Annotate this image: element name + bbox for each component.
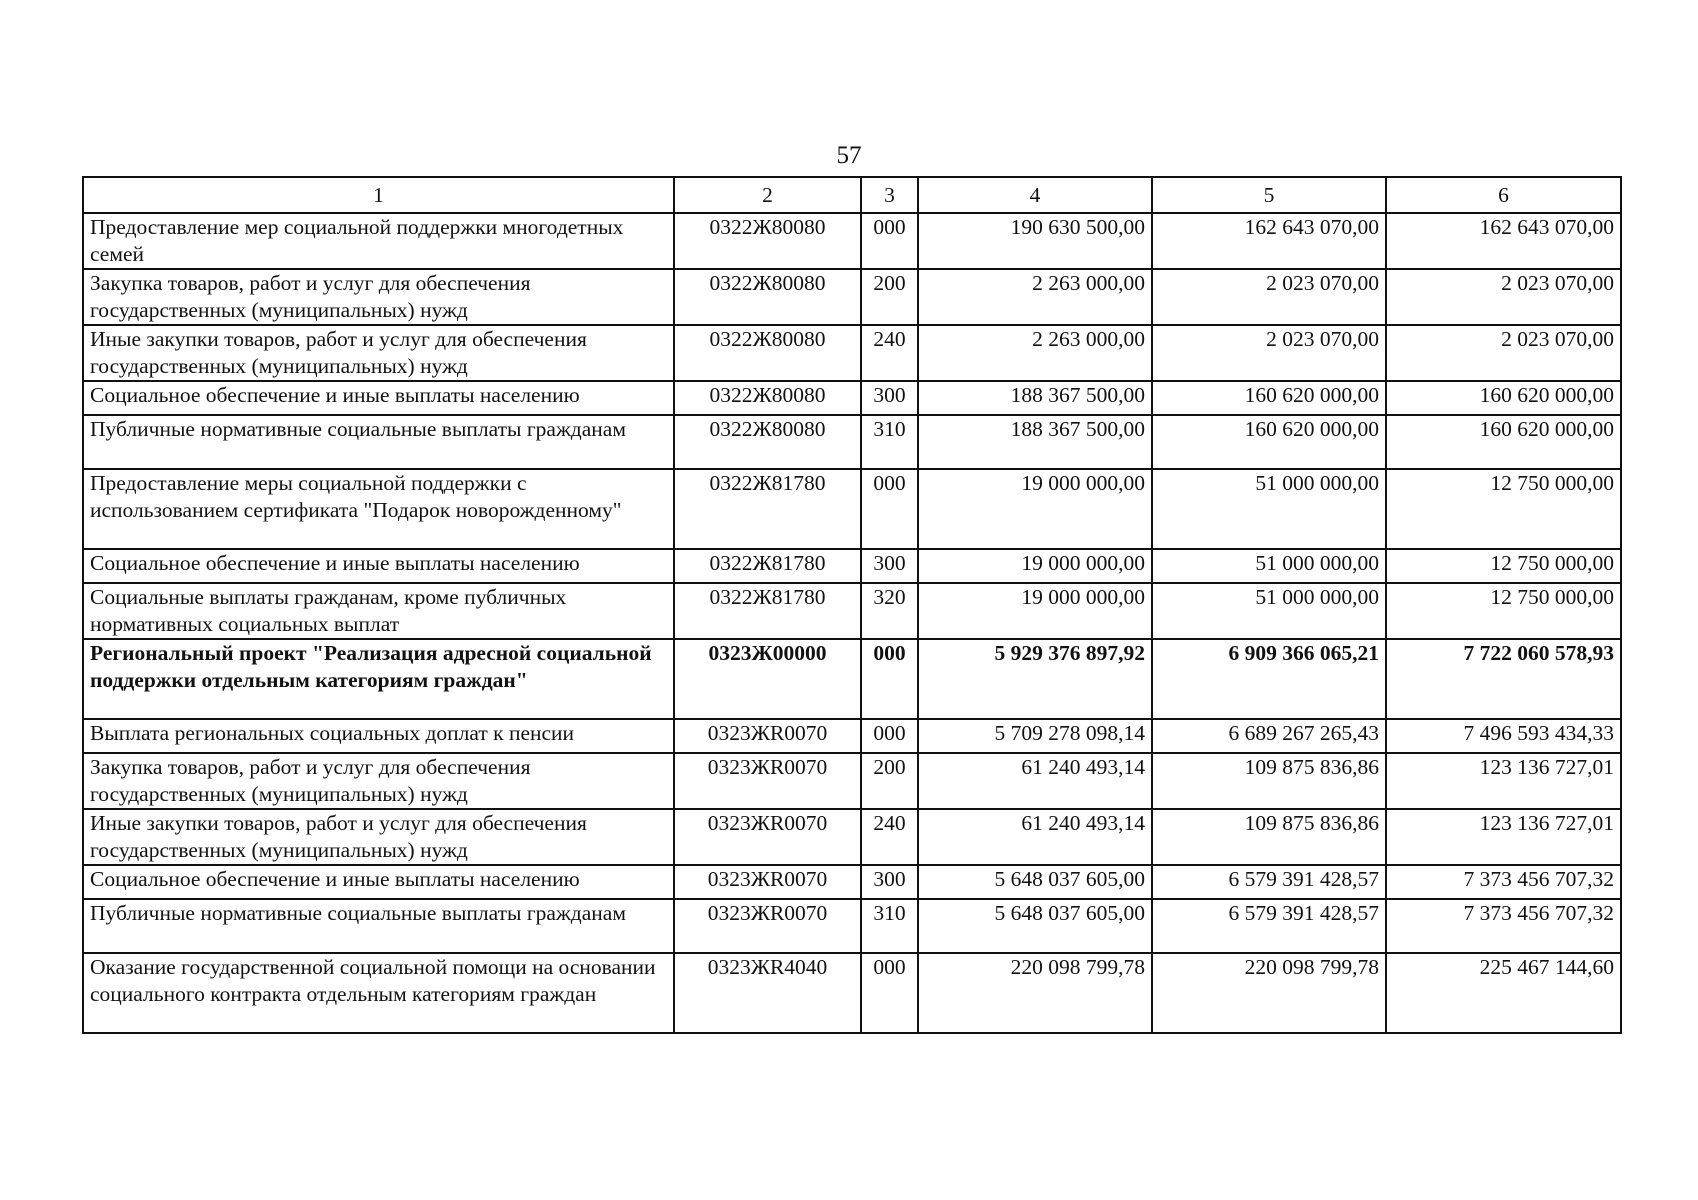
table-row: [83, 415, 1621, 469]
page-number: 57: [836, 142, 862, 169]
row-amount-col5: 109 875 836,86: [1152, 809, 1386, 865]
header-cell: 5: [1152, 177, 1386, 213]
table-row: [83, 469, 1621, 549]
row-name-cell: Иные закупки товаров, работ и услуг для обеспечения государственных (муниципальных) нужд: [83, 809, 674, 865]
row-code-cell: 0322Ж81780: [674, 583, 861, 639]
row-code-cell: 0323ЖR4040: [674, 953, 861, 1033]
row-code-cell: 0323ЖR0070: [674, 865, 861, 899]
row-amount-col6: 12 750 000,00: [1386, 549, 1621, 583]
table-row: [83, 753, 1621, 809]
table-row: [83, 325, 1621, 381]
row-code-cell: 0322Ж80080: [674, 415, 861, 469]
row-code-cell: 0322Ж81780: [674, 469, 861, 549]
row-code-cell: 0323ЖR0070: [674, 753, 861, 809]
row-name-cell: Закупка товаров, работ и услуг для обеспечения государственных (муниципальных) нужд: [83, 269, 674, 325]
header-cell: 2: [674, 177, 861, 213]
row-type-cell: 300: [861, 865, 918, 899]
row-name-cell: Региональный проект "Реализация адресной социальной поддержки отдельным категориям граждан": [83, 639, 674, 719]
header-cell: 4: [918, 177, 1152, 213]
row-code-cell: 0323ЖR0070: [674, 719, 861, 753]
table-row: [83, 719, 1621, 753]
header-cell: 3: [861, 177, 918, 213]
row-amount-col6: 2 023 070,00: [1386, 325, 1621, 381]
row-code-cell: 0323Ж00000: [674, 639, 861, 719]
row-code-cell: 0323ЖR0070: [674, 809, 861, 865]
row-code-cell: 0323ЖR0070: [674, 899, 861, 953]
row-type-cell: 200: [861, 269, 918, 325]
row-amount-col5: 51 000 000,00: [1152, 583, 1386, 639]
row-type-cell: 320: [861, 583, 918, 639]
row-amount-col4: 5 648 037 605,00: [918, 865, 1152, 899]
header-row: [83, 177, 1621, 213]
row-amount-col4: 188 367 500,00: [918, 415, 1152, 469]
row-amount-col5: 51 000 000,00: [1152, 549, 1386, 583]
row-name-cell: Социальные выплаты гражданам, кроме публичных нормативных социальных выплат: [83, 583, 674, 639]
row-amount-col6: 7 373 456 707,32: [1386, 899, 1621, 953]
row-amount-col6: 225 467 144,60: [1386, 953, 1621, 1033]
row-amount-col6: 7 722 060 578,93: [1386, 639, 1621, 719]
row-amount-col4: 188 367 500,00: [918, 381, 1152, 415]
row-name-cell: Предоставление меры социальной поддержки с использованием сертификата "Подарок новорожденному": [83, 469, 674, 549]
row-type-cell: 000: [861, 719, 918, 753]
table-row: [83, 639, 1621, 719]
row-amount-col4: 5 929 376 897,92: [918, 639, 1152, 719]
row-name-cell: Оказание государственной социальной помощи на основании социального контракта отдельным категориям граждан: [83, 953, 674, 1033]
row-amount-col6: 162 643 070,00: [1386, 213, 1621, 269]
row-amount-col4: 220 098 799,78: [918, 953, 1152, 1033]
row-type-cell: 240: [861, 809, 918, 865]
table-row: [83, 809, 1621, 865]
row-amount-col6: 12 750 000,00: [1386, 469, 1621, 549]
row-type-cell: 000: [861, 639, 918, 719]
row-amount-col5: 162 643 070,00: [1152, 213, 1386, 269]
row-code-cell: 0322Ж81780: [674, 549, 861, 583]
row-amount-col5: 109 875 836,86: [1152, 753, 1386, 809]
row-type-cell: 000: [861, 953, 918, 1033]
row-amount-col6: 7 373 456 707,32: [1386, 865, 1621, 899]
table-row: [83, 549, 1621, 583]
row-type-cell: 310: [861, 899, 918, 953]
row-amount-col5: 220 098 799,78: [1152, 953, 1386, 1033]
row-amount-col5: 2 023 070,00: [1152, 269, 1386, 325]
row-amount-col6: 123 136 727,01: [1386, 753, 1621, 809]
row-code-cell: 0322Ж80080: [674, 269, 861, 325]
row-name-cell: Предоставление мер социальной поддержки многодетных семей: [83, 213, 674, 269]
row-amount-col5: 51 000 000,00: [1152, 469, 1386, 549]
row-amount-col6: 123 136 727,01: [1386, 809, 1621, 865]
row-type-cell: 300: [861, 381, 918, 415]
row-amount-col6: 160 620 000,00: [1386, 381, 1621, 415]
row-name-cell: Закупка товаров, работ и услуг для обеспечения государственных (муниципальных) нужд: [83, 753, 674, 809]
row-amount-col4: 19 000 000,00: [918, 583, 1152, 639]
row-amount-col5: 6 579 391 428,57: [1152, 899, 1386, 953]
row-amount-col5: 6 909 366 065,21: [1152, 639, 1386, 719]
table-row: [83, 865, 1621, 899]
row-amount-col5: 160 620 000,00: [1152, 381, 1386, 415]
row-name-cell: Выплата региональных социальных доплат к пенсии: [83, 719, 674, 753]
table-row: [83, 953, 1621, 1033]
table-row: [83, 583, 1621, 639]
budget-table: [82, 176, 1622, 1034]
row-amount-col4: 61 240 493,14: [918, 753, 1152, 809]
row-code-cell: 0322Ж80080: [674, 381, 861, 415]
row-amount-col6: 160 620 000,00: [1386, 415, 1621, 469]
row-type-cell: 310: [861, 415, 918, 469]
row-amount-col5: 2 023 070,00: [1152, 325, 1386, 381]
table-row: [83, 269, 1621, 325]
row-amount-col4: 5 648 037 605,00: [918, 899, 1152, 953]
row-amount-col4: 2 263 000,00: [918, 269, 1152, 325]
row-amount-col5: 6 579 391 428,57: [1152, 865, 1386, 899]
header-cell: 1: [83, 177, 674, 213]
table-row: [83, 213, 1621, 269]
row-amount-col4: 2 263 000,00: [918, 325, 1152, 381]
row-amount-col6: 12 750 000,00: [1386, 583, 1621, 639]
row-type-cell: 000: [861, 213, 918, 269]
row-amount-col5: 160 620 000,00: [1152, 415, 1386, 469]
row-amount-col6: 2 023 070,00: [1386, 269, 1621, 325]
row-amount-col4: 190 630 500,00: [918, 213, 1152, 269]
row-amount-col5: 6 689 267 265,43: [1152, 719, 1386, 753]
row-name-cell: Публичные нормативные социальные выплаты гражданам: [83, 899, 674, 953]
row-code-cell: 0322Ж80080: [674, 325, 861, 381]
row-amount-col4: 61 240 493,14: [918, 809, 1152, 865]
row-type-cell: 300: [861, 549, 918, 583]
table-row: [83, 899, 1621, 953]
row-name-cell: Иные закупки товаров, работ и услуг для обеспечения государственных (муниципальных) нужд: [83, 325, 674, 381]
row-code-cell: 0322Ж80080: [674, 213, 861, 269]
row-type-cell: 240: [861, 325, 918, 381]
row-amount-col4: 5 709 278 098,14: [918, 719, 1152, 753]
row-name-cell: Социальное обеспечение и иные выплаты населению: [83, 549, 674, 583]
header-cell: 6: [1386, 177, 1621, 213]
row-type-cell: 000: [861, 469, 918, 549]
row-name-cell: Социальное обеспечение и иные выплаты населению: [83, 381, 674, 415]
table-row: [83, 381, 1621, 415]
row-name-cell: Социальное обеспечение и иные выплаты населению: [83, 865, 674, 899]
row-amount-col4: 19 000 000,00: [918, 469, 1152, 549]
row-type-cell: 200: [861, 753, 918, 809]
row-name-cell: Публичные нормативные социальные выплаты гражданам: [83, 415, 674, 469]
row-amount-col6: 7 496 593 434,33: [1386, 719, 1621, 753]
row-amount-col4: 19 000 000,00: [918, 549, 1152, 583]
